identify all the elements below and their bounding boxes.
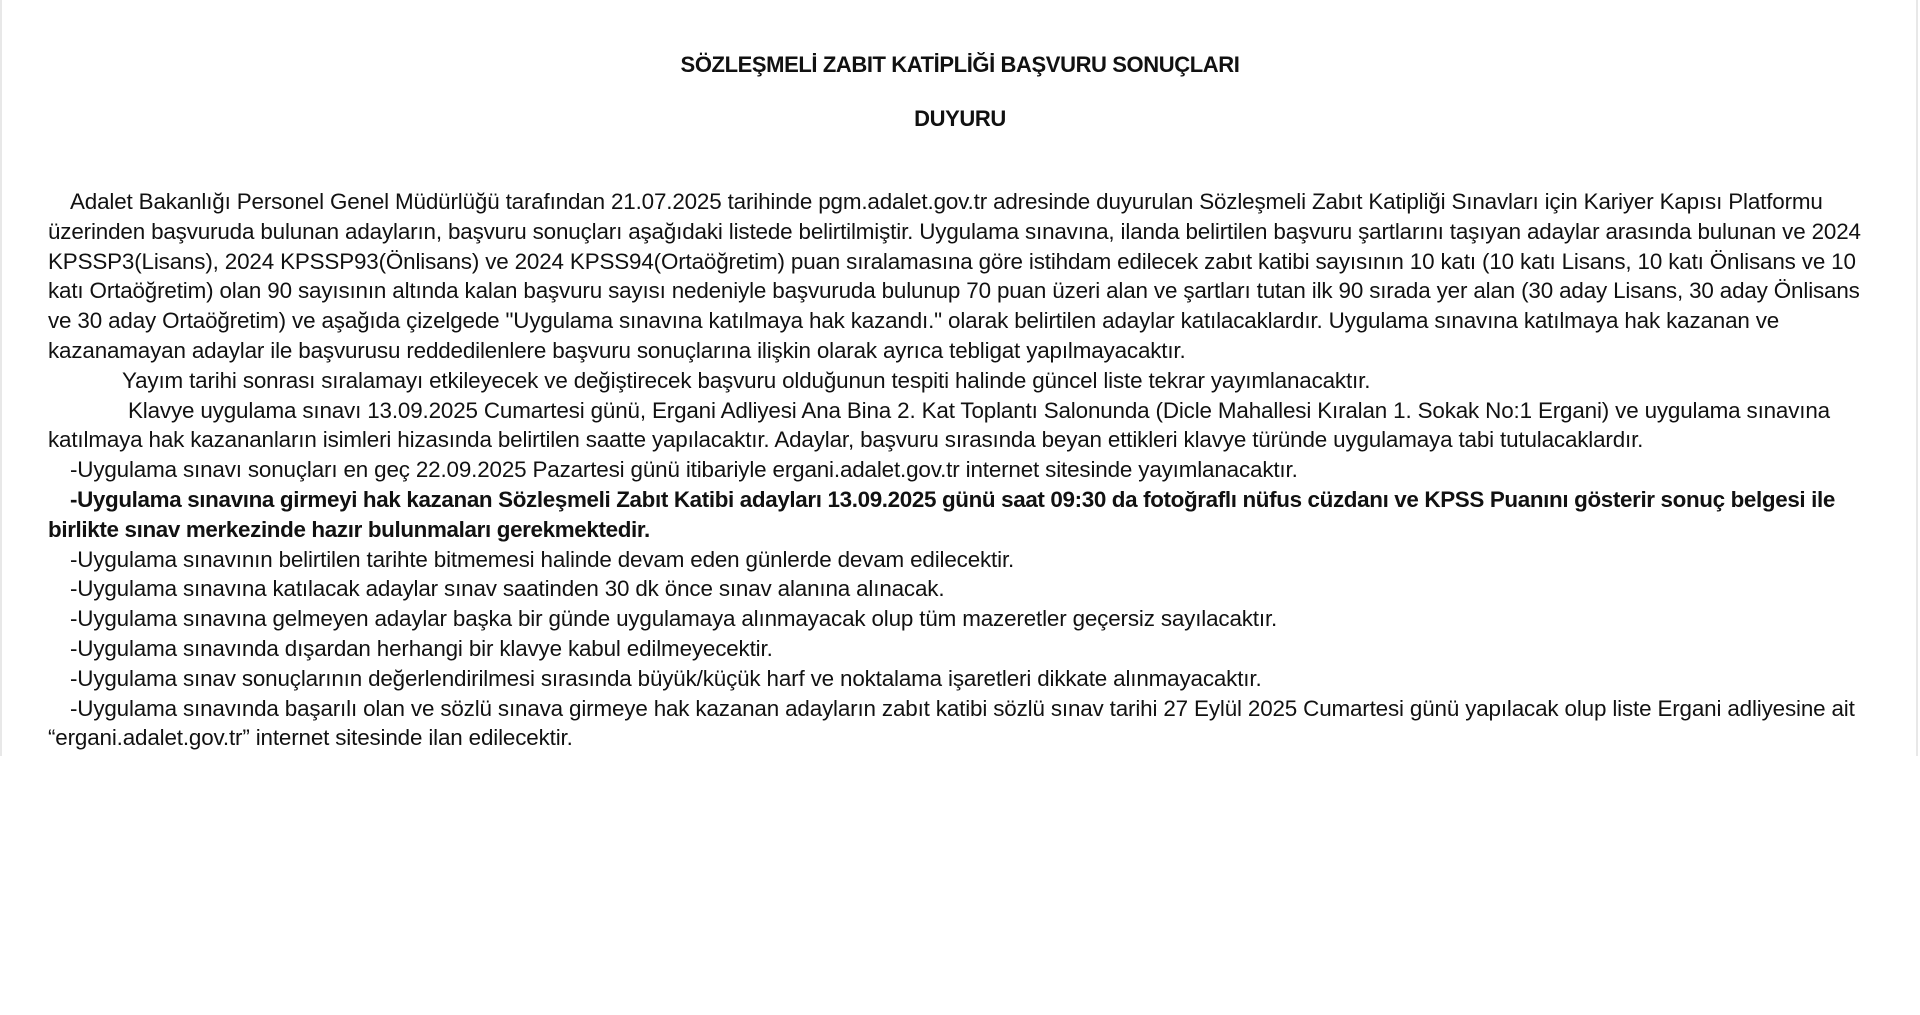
paragraph-arrival-time: -Uygulama sınavına katılacak adaylar sınav saatinden 30 dk önce sınav alanına alınacak. [70,576,945,602]
document-body [48,187,1872,753]
paragraph-publication-note: Yayım tarihi sonrası sıralamayı etkileyecek ve değiştirecek başvuru olduğunun tespiti halinde güncel liste tekrar yayımlanacaktır. [122,367,1371,393]
paragraph-absence: -Uygulama sınavına gelmeyen adaylar başka bir günde uygulamaya alınmayacak olup tüm mazeretler geçersiz sayılacaktır. [70,606,1278,632]
paragraph-keyboard-rule: -Uygulama sınavında dışardan herhangi bir klavye kabul edilmeyecektir. [70,635,773,661]
paragraph-continuation: -Uygulama sınavının belirtilen tarihte bitmemesi halinde devam eden günlerde devam edilecektir. [70,546,1015,572]
paragraph-oral-exam: -Uygulama sınavında başarılı olan ve sözlü sınava girmeye hak kazanan adayların zabıt katibi sözlü sınav tarihi 27 Eylül 2025 Cumartesi günü yapılacak olup liste Ergani adliyesine ait “ergani.adalet.gov.tr” internet sitesinde ilan edilecektir. [48,695,1855,751]
page-left-edge [0,0,2,756]
paragraph-results-date: -Uygulama sınavı sonuçları en geç 22.09.2025 Pazartesi günü itibariyle ergani.adalet.gov.tr internet sitesinde yayımlanacaktır. [70,457,1298,483]
paragraph-exam-location: Klavye uygulama sınavı 13.09.2025 Cumartesi günü, Ergani Adliyesi Ana Bina 2. Kat Toplantı Salonunda (Dicle Mahallesi Kıralan 1. Sokak No:1 Ergani) ve uygulama sınavına katılmaya hak kazananların isimleri hizasında belirtilen saatte yapılacaktır. Adaylar, başvuru sırasında beyan ettikleri klavye türünde uygulamaya tabi tutulacaklardır. [48,397,1830,453]
document-page [48,48,1872,753]
paragraph-attendance-requirement: -Uygulama sınavına girmeyi hak kazanan Sözleşmeli Zabıt Katibi adayları 13.09.2025 günü saat 09:30 da fotoğraflı nüfus cüzdanı ve KPSS Puanını gösterir sonuç belgesi ile birlikte sınav merkezinde hazır bulunmaları gerekmektedir. [48,486,1836,542]
document-subtitle: DUYURU [914,106,1006,131]
page-right-edge [1916,0,1918,756]
document-title: SÖZLEŞMELİ ZABIT KATİPLİĞİ BAŞVURU SONUÇLARI [680,52,1240,77]
paragraph-evaluation: -Uygulama sınav sonuçlarının değerlendirilmesi sırasında büyük/küçük harf ve noktalama işaretleri dikkate alınmayacaktır. [70,665,1262,691]
paragraph-intro: Adalet Bakanlığı Personel Genel Müdürlüğü tarafından 21.07.2025 tarihinde pgm.adalet.gov.tr adresinde duyurulan Sözleşmeli Zabıt Katipliği Sınavları için Kariyer Kapısı Platformu üzerinden başvuruda bulunan adayların, başvuru sonuçları aşağıdaki listede belirtilmiştir. Uygulama sınavına, ilanda belirtilen başvuru şartlarını taşıyan adaylar arasında bulunan ve 2024 KPSSP3(Lisans), 2024 KPSSP93(Önlisans) ve 2024 KPSS94(Ortaöğretim) puan sıralamasına göre istihdam edilecek zabıt katibi sayısının 10 katı (10 katı Lisans, 10 katı Önlisans ve 10 katı Ortaöğretim) olan 90 sayısının altında kalan başvuru sayısı nedeniyle başvuruda bulunup 70 puan üzeri alan ve şartları tutan ilk 90 sırada yer alan (30 aday Lisans, 30 aday Önlisans ve 30 aday Ortaöğretim) ve aşağıda çizelgede "Uygulama sınavına katılmaya hak kazandı." olarak belirtilen adaylar katılacaklardır. Uygulama sınavına katılmaya hak kazanan ve kazanamayan adaylar ile başvurusu reddedilenlere başvuru sonuçlarına ilişkin olarak ayrıca tebligat yapılmayacaktır. [48,189,1861,363]
